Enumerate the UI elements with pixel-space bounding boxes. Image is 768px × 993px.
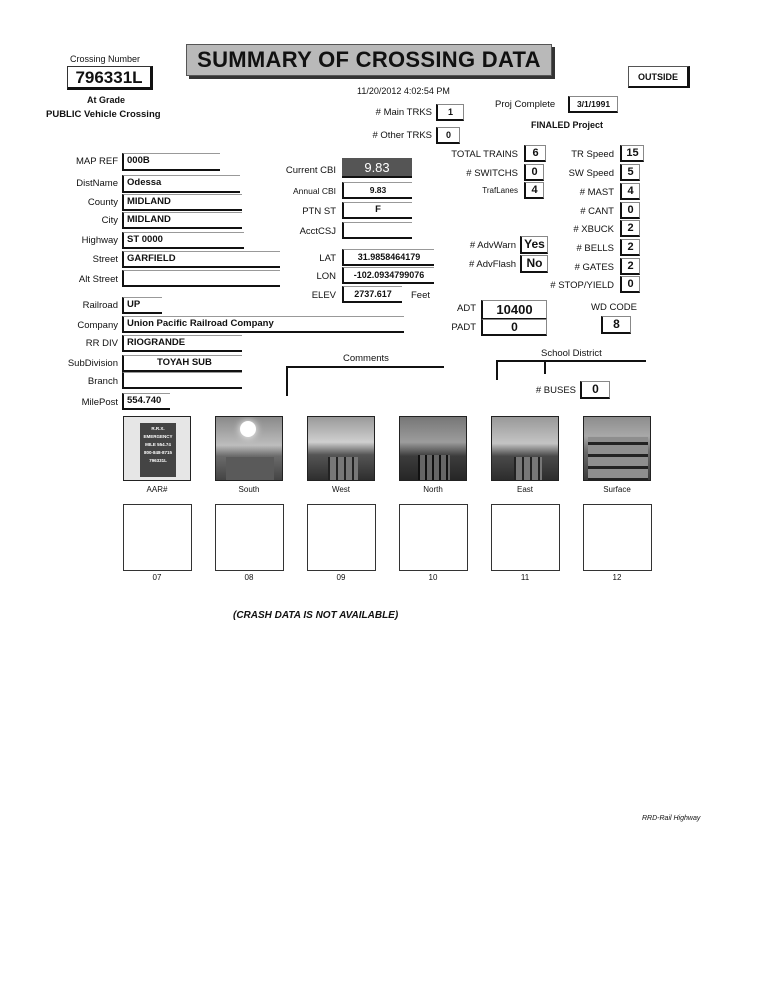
- adt-label: ADT: [457, 303, 476, 314]
- distname-field: Odessa: [122, 175, 240, 193]
- county-label: County: [87, 197, 118, 208]
- switchs-value: 0: [524, 164, 544, 181]
- xbuck-value: 2: [620, 220, 640, 237]
- photo-slot-10: [399, 504, 468, 571]
- ptn-st-label: PTN ST: [302, 206, 336, 217]
- proj-complete-value: 3/1/1991: [568, 96, 618, 113]
- street-field: GARFIELD: [122, 251, 280, 268]
- tr-speed-label: TR Speed: [571, 149, 614, 160]
- rr-div-field: RIOGRANDE: [122, 335, 242, 352]
- alt-street-label: Alt Street: [78, 274, 118, 285]
- school-district-line: [496, 360, 646, 362]
- crash-data-note: (CRASH DATA IS NOT AVAILABLE): [233, 610, 399, 621]
- map-ref-field: 000B: [122, 153, 220, 171]
- annual-cbi-label: Annual CBI: [293, 186, 336, 196]
- wd-code-label: WD CODE: [591, 302, 637, 313]
- slot-number: 07: [152, 573, 162, 582]
- wd-code-value: 8: [601, 316, 631, 334]
- slot-number: 12: [612, 573, 622, 582]
- acctcsj-field: [342, 222, 412, 239]
- photo-slot-07: [123, 504, 192, 571]
- tracks: [514, 457, 542, 481]
- alt-street-field: [122, 270, 280, 287]
- lon-field: -102.0934799076: [342, 267, 434, 284]
- bells-label: # BELLS: [576, 243, 614, 254]
- elev-label: ELEV: [311, 290, 336, 301]
- photo-east: [491, 416, 559, 481]
- branch-field: [122, 372, 242, 389]
- gates-label: # GATES: [574, 262, 614, 273]
- slot-number: 09: [336, 573, 346, 582]
- aar-sign: [140, 423, 176, 477]
- total-trains-value: 6: [524, 145, 546, 162]
- school-district-label: School District: [541, 348, 602, 359]
- rr-div-label: RR DIV: [85, 338, 118, 349]
- stop-yield-label: # STOP/YIELD: [550, 280, 614, 291]
- photo-slot-08: [215, 504, 284, 571]
- advflash-value: No: [520, 255, 548, 273]
- highway-label: Highway: [81, 235, 118, 246]
- sign-line: EMERGENCY: [143, 434, 173, 439]
- proj-complete-label: Proj Complete: [495, 99, 556, 110]
- road: [226, 457, 274, 481]
- photo-south: [215, 416, 283, 481]
- photo-slot-11: [491, 504, 560, 571]
- city-label: City: [101, 215, 118, 226]
- crossing-number: 796331L: [75, 68, 143, 87]
- comments-box-side: [286, 366, 288, 396]
- street-label: Street: [92, 254, 118, 265]
- project-status: FINALED Project: [531, 120, 604, 130]
- school-district-side: [496, 360, 498, 380]
- county-field: MIDLAND: [122, 194, 242, 211]
- tr-speed-value: 15: [620, 145, 644, 162]
- rails: [588, 437, 648, 481]
- caption-north: North: [423, 485, 443, 494]
- elev-field: 2737.617: [342, 286, 402, 303]
- lat-label: LAT: [319, 253, 336, 264]
- advflash-label: # AdvFlash: [469, 259, 516, 270]
- sign-line: 796331L: [149, 458, 167, 463]
- elev-unit: Feet: [411, 290, 431, 301]
- city-field: MIDLAND: [122, 212, 242, 229]
- gates-value: 2: [620, 258, 640, 275]
- traflanes-label: TrafLanes: [482, 186, 518, 195]
- tracks: [328, 457, 358, 481]
- railroad-field: UP: [122, 297, 162, 314]
- mast-label: # MAST: [579, 187, 614, 198]
- annual-cbi-field: 9.83: [342, 182, 412, 199]
- slot-number: 11: [520, 573, 530, 582]
- advwarn-value: Yes: [520, 236, 548, 254]
- acctcsj-label: AcctCSJ: [299, 226, 336, 237]
- location-value: OUTSIDE: [637, 72, 678, 82]
- current-cbi-text: 9.83: [364, 160, 390, 175]
- caption-surface: Surface: [603, 485, 631, 494]
- school-district-divider: [544, 360, 546, 374]
- caption-east: East: [516, 485, 533, 494]
- milepost-field: 554.740: [122, 393, 170, 410]
- footer-label: RRD-Rail Highway: [642, 815, 701, 822]
- caption-west: West: [331, 485, 351, 494]
- caption-aar: AAR#: [146, 485, 168, 494]
- milepost-label: MilePost: [81, 397, 118, 408]
- ptn-st-field: F: [342, 202, 412, 219]
- xbuck-label: # XBUCK: [573, 224, 614, 235]
- current-cbi-value: [342, 158, 412, 178]
- photo-surface: [583, 416, 651, 481]
- subdivision-field: TOYAH SUB: [122, 355, 242, 372]
- bells-value: 2: [620, 239, 640, 256]
- crossing-number-box: [67, 66, 153, 90]
- switchs-label: # SWITCHS: [466, 168, 518, 179]
- photo-west: [307, 416, 375, 481]
- other-trks-label: # Other TRKS: [372, 130, 432, 141]
- map-ref-label: MAP REF: [75, 156, 118, 167]
- sign-line: R.R.X.: [151, 426, 165, 431]
- lat-field: 31.9858464179: [342, 249, 434, 266]
- total-trains-label: TOTAL TRAINS: [451, 149, 518, 160]
- crossing-type: PUBLIC Vehicle Crossing: [46, 109, 161, 120]
- current-cbi-label: Current CBI: [285, 165, 336, 176]
- branch-label: Branch: [87, 376, 118, 387]
- company-field: Union Pacific Railroad Company: [122, 316, 404, 333]
- crossing-number-label: Crossing Number: [70, 54, 141, 64]
- photo-slot-12: [583, 504, 652, 571]
- traflanes-value: 4: [524, 182, 544, 199]
- adt-value: 10400: [481, 300, 547, 320]
- at-grade-label: At Grade: [87, 95, 126, 105]
- sign-line: 800-848-8715: [143, 450, 173, 455]
- slot-number: 10: [428, 573, 438, 582]
- timestamp: 11/20/2012 4:02:54 PM: [357, 86, 450, 96]
- advwarn-label: # AdvWarn: [469, 240, 516, 251]
- caption-south: South: [238, 485, 260, 494]
- sw-speed-value: 5: [620, 164, 640, 181]
- stop-yield-value: 0: [620, 276, 640, 293]
- buses-value: 0: [580, 381, 610, 399]
- photo-aar: [123, 416, 191, 481]
- other-trks-value: 0: [436, 127, 460, 144]
- slot-number: 08: [244, 573, 254, 582]
- photo-north: [399, 416, 467, 481]
- distname-label: DistName: [76, 178, 118, 189]
- comments-label: Comments: [343, 353, 389, 364]
- location-box: [628, 66, 690, 88]
- company-label: Company: [77, 320, 118, 331]
- highway-field: ST 0000: [122, 232, 244, 249]
- sign-line: MILE 554.74: [145, 442, 171, 447]
- main-trks-value: 1: [436, 104, 464, 121]
- main-trks-label: # Main TRKS: [375, 107, 432, 118]
- sun: [240, 421, 256, 437]
- railroad-label: Railroad: [82, 300, 118, 311]
- mast-value: 4: [620, 183, 640, 200]
- padt-label: PADT: [451, 322, 476, 333]
- buses-label: # BUSES: [535, 385, 576, 396]
- padt-value: 0: [481, 319, 547, 336]
- comments-box-top: [286, 366, 444, 368]
- cant-value: 0: [620, 202, 640, 219]
- sw-speed-label: SW Speed: [568, 168, 614, 179]
- tracks: [418, 455, 450, 481]
- subdivision-label: SubDivision: [67, 358, 118, 369]
- lon-label: LON: [316, 271, 336, 282]
- page-title: SUMMARY OF CROSSING DATA: [186, 44, 552, 76]
- cant-label: # CANT: [580, 206, 614, 217]
- photo-slot-09: [307, 504, 376, 571]
